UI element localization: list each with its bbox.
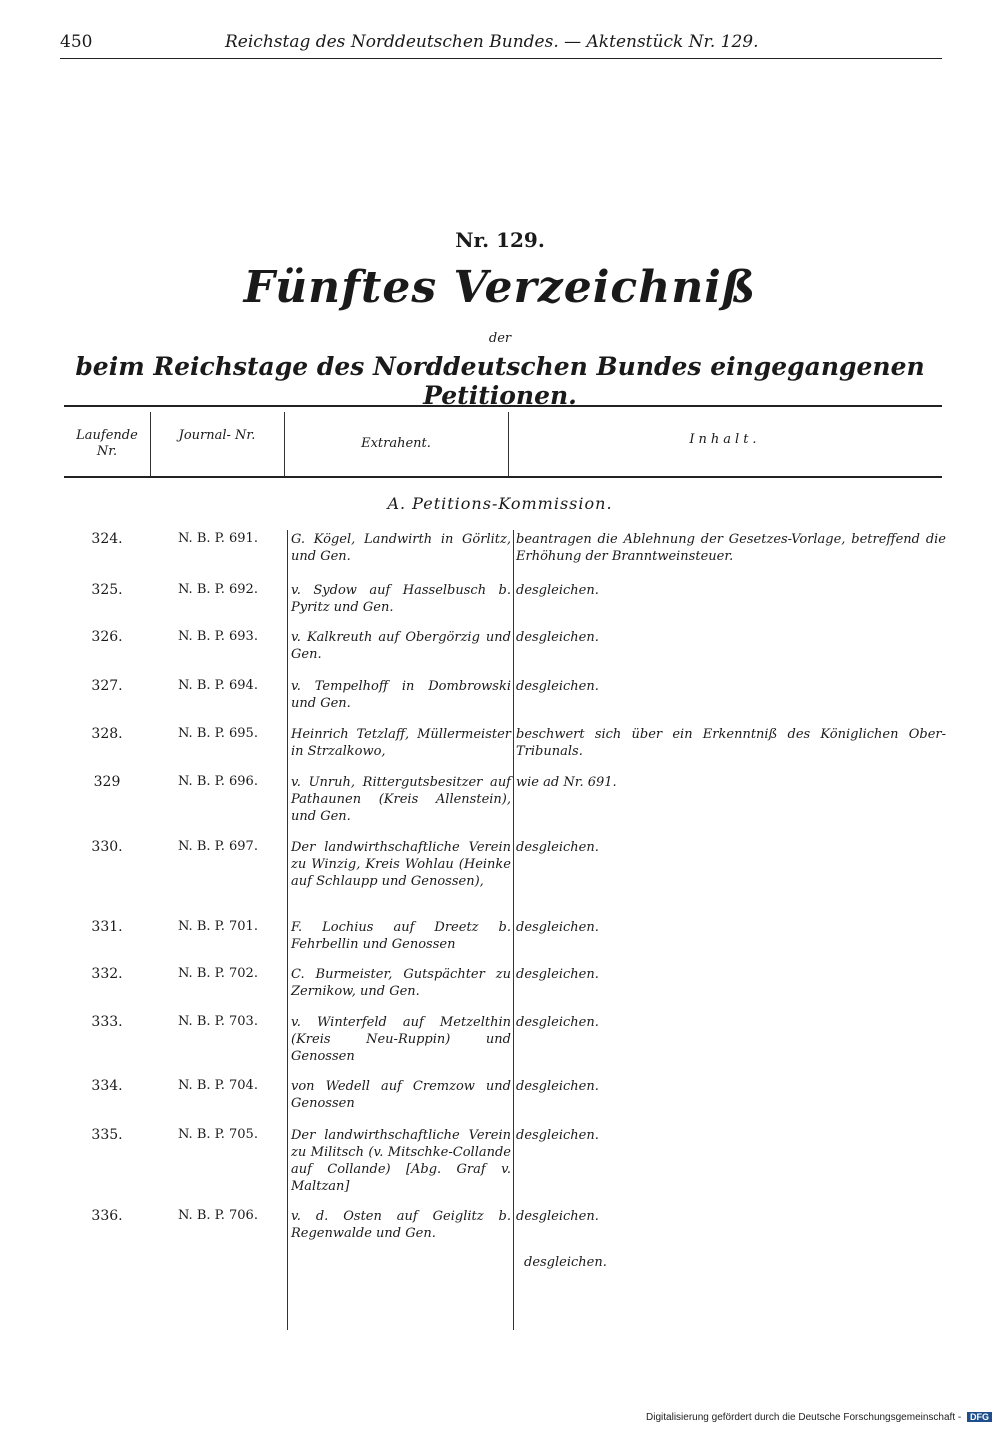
footer-text: Digitalisierung gefördert durch die Deutsche Forschungsgemeinschaft - — [646, 1412, 962, 1423]
row-nr: 330. — [91, 839, 123, 855]
row-nr: 325. — [91, 582, 123, 598]
row-inhalt: desgleichen. — [516, 1128, 599, 1143]
row-journal: N. B. P. 693. — [178, 629, 258, 644]
trailing-inhalt: desgleichen. — [524, 1255, 607, 1270]
row-extrahent: F. Lochius auf Dreetz b. Fehrbellin und Genossen — [291, 920, 511, 952]
row-journal: N. B. P. 692. — [178, 582, 258, 597]
row-nr: 336. — [91, 1208, 123, 1224]
row-extrahent: Der landwirthschaftliche Verein zu Winzig, Kreis Wohlau (Heinke auf Schlaupp und Genossen), — [291, 840, 511, 889]
row-nr: 332. — [91, 966, 123, 982]
row-extrahent: v. Unruh, Rittergutsbesitzer auf Pathaunen (Kreis Allenstein), und Gen. — [291, 775, 511, 824]
row-inhalt: desgleichen. — [516, 1015, 599, 1030]
row-extrahent: v. Kalkreuth auf Obergörzig und Gen. — [291, 630, 511, 662]
row-inhalt: beantragen die Ablehnung der Gesetzes-Vorlage, betreffend die Erhöhung der Branntweinsteuer. — [516, 532, 946, 564]
row-journal: N. B. P. 691. — [178, 531, 258, 546]
row-inhalt: beschwert sich über ein Erkenntniß des Königlichen Ober-Tribunals. — [516, 727, 946, 759]
header-inhalt: Inhalt. — [689, 432, 761, 447]
row-nr: 328. — [91, 726, 123, 742]
table-top-rule — [64, 405, 942, 407]
dfg-logo: DFG — [967, 1412, 992, 1422]
row-inhalt: desgleichen. — [516, 583, 599, 598]
document-subtitle: beim Reichstage des Norddeutschen Bundes eingegangenen Petitionen. — [75, 352, 925, 410]
row-journal: N. B. P. 703. — [178, 1014, 258, 1029]
header-extrahent: Extrahent. — [361, 436, 431, 451]
row-extrahent: v. Tempelhoff in Dombrowski und Gen. — [291, 679, 511, 711]
row-nr: 324. — [91, 531, 123, 547]
row-nr: 326. — [91, 629, 123, 645]
row-nr: 335. — [91, 1127, 123, 1143]
row-extrahent: Heinrich Tetzlaff, Müllermeister in Strzalkowo, — [291, 727, 511, 759]
row-inhalt: desgleichen. — [516, 630, 599, 645]
row-inhalt: desgleichen. — [516, 679, 599, 694]
row-inhalt: desgleichen. — [516, 840, 599, 855]
row-extrahent: v. Winterfeld auf Metzelthin (Kreis Neu-Ruppin) und Genossen — [291, 1015, 511, 1064]
header-laufende-nr: Laufende Nr. — [76, 428, 138, 459]
table-header-bottom-rule — [64, 476, 942, 478]
row-journal: N. B. P. 697. — [178, 839, 258, 854]
row-journal: N. B. P. 694. — [178, 678, 258, 693]
row-extrahent: G. Kögel, Landwirth in Görlitz, und Gen. — [291, 532, 511, 564]
row-inhalt: desgleichen. — [516, 1079, 599, 1094]
section-heading: A. Petitions-Kommission. — [387, 494, 613, 513]
row-inhalt: desgleichen. — [516, 1209, 599, 1224]
body-column-divider — [287, 530, 288, 1330]
row-inhalt: wie ad Nr. 691. — [516, 775, 617, 790]
row-extrahent: v. Sydow auf Hasselbusch b. Pyritz und Gen. — [291, 583, 511, 615]
body-column-divider — [513, 530, 514, 1330]
row-journal: N. B. P. 704. — [178, 1078, 258, 1093]
row-journal: N. B. P. 701. — [178, 919, 258, 934]
row-journal: N. B. P. 705. — [178, 1127, 258, 1142]
row-nr: 334. — [91, 1078, 123, 1094]
row-extrahent: C. Burmeister, Gutspächter zu Zernikow, und Gen. — [291, 967, 511, 999]
row-nr: 333. — [91, 1014, 123, 1030]
row-nr: 329 — [93, 774, 121, 790]
row-nr: 327. — [91, 678, 123, 694]
row-extrahent: Der landwirthschaftliche Verein zu Militsch (v. Mitschke-Collande auf Collande) [Abg. Graf v. Maltzan] — [291, 1128, 511, 1194]
running-title: Reichstag des Norddeutschen Bundes. — Aktenstück Nr. 129. — [225, 32, 759, 52]
title-connector: der — [488, 331, 512, 346]
row-journal: N. B. P. 702. — [178, 966, 258, 981]
document-number: Nr. 129. — [455, 228, 545, 252]
row-extrahent: von Wedell auf Cremzow und Genossen — [291, 1079, 511, 1111]
header-journal-nr: Journal- Nr. — [178, 428, 256, 443]
row-extrahent: v. d. Osten auf Geiglitz b. Regenwalde und Gen. — [291, 1209, 511, 1241]
running-header — [60, 32, 960, 58]
row-journal: N. B. P. 695. — [178, 726, 258, 741]
row-inhalt: desgleichen. — [516, 920, 599, 935]
header-column-divider — [150, 412, 151, 476]
row-journal: N. B. P. 696. — [178, 774, 258, 789]
page-number: 450 — [60, 32, 93, 52]
document-title: Fünftes Verzeichniß — [243, 262, 757, 313]
row-inhalt: desgleichen. — [516, 967, 599, 982]
header-rule — [60, 58, 942, 59]
digitization-footer — [646, 1412, 992, 1423]
row-journal: N. B. P. 706. — [178, 1208, 258, 1223]
row-nr: 331. — [91, 919, 123, 935]
